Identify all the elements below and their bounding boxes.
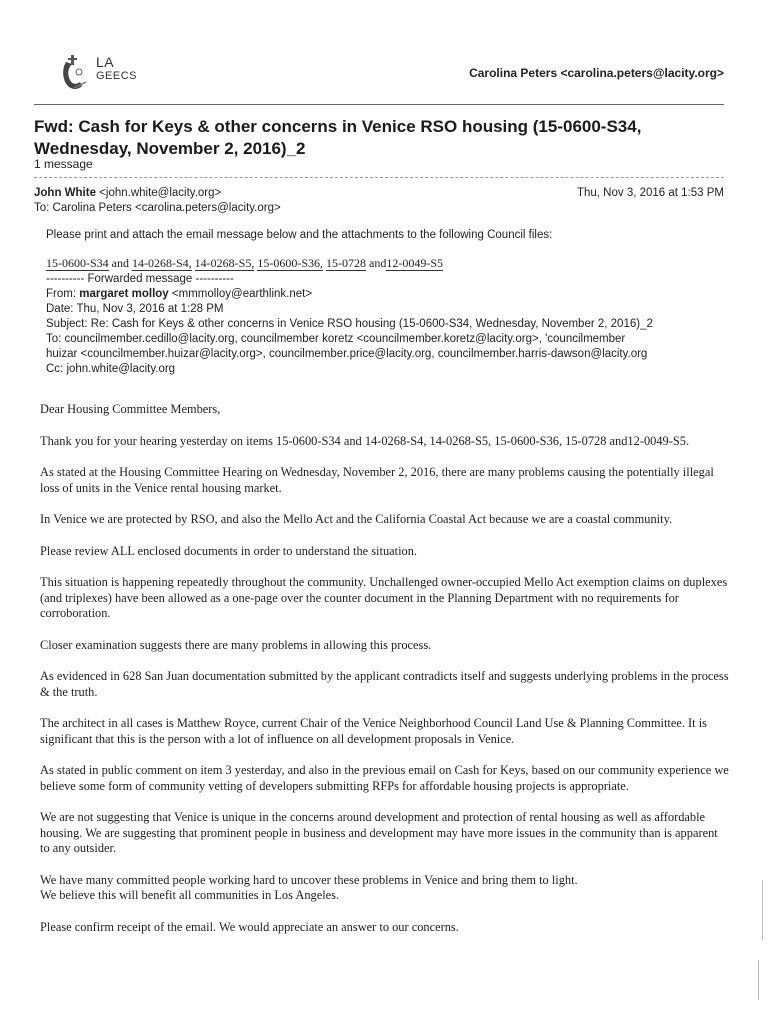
council-file-and: and xyxy=(111,256,129,270)
message-count: 1 message xyxy=(34,157,93,171)
letter-paragraph: Thank you for your hearing yesterday on items 15-0600-S34 and 14-0268-S4, 14-0268-S5, 15-0600-S36, 15-0728 and12-0049-S5. xyxy=(40,433,690,448)
forwarded-header xyxy=(46,272,726,377)
council-file: 12-0049-S5 xyxy=(386,256,444,270)
forwarded-separator: ---------- Forwarded message ---------- xyxy=(46,273,234,285)
council-file-and: and xyxy=(369,256,387,270)
recipient-line: To: Carolina Peters <carolina.peters@lacity.org> xyxy=(34,202,281,214)
letter-paragraph: This situation is happening repeatedly throughout the community. Unchallenged owner-occupied Mello Act exemption claims on duplexes (and triplexes) have been allowed as a one-page over the counter document in the Planning Department with no requirements for corroboration. xyxy=(40,575,728,620)
sender-email: <john.white@lacity.org> xyxy=(99,187,222,199)
forwarded-from-name: margaret molloy xyxy=(79,288,169,300)
letter-paragraph: As evidenced in 628 San Juan documentation submitted by the applicant contradicts itself and suggests underlying problems in the process & the truth. xyxy=(40,669,729,699)
forwarded-cc: Cc: john.white@lacity.org xyxy=(46,363,176,375)
council-file-list xyxy=(46,256,443,271)
account-identity: Carolina Peters <carolina.peters@lacity.org> xyxy=(469,66,724,80)
council-file: 15-0600-S36, xyxy=(257,256,324,270)
forwarded-to: To: councilmember.cedillo@lacity.org, councilmember koretz <councilmember.koretz@lacity.org>, 'councilmember xyxy=(46,333,626,345)
email-subject: Fwd: Cash for Keys & other concerns in Venice RSO housing (15-0600-S34, Wednesday, November 2, 2016)_2 xyxy=(34,117,642,158)
closing-line: We have many committed people working hard to uncover these problems in Venice and bring them to light. xyxy=(40,872,578,887)
lacity-logo xyxy=(60,48,150,94)
thread-divider xyxy=(34,177,724,178)
council-file: 14-0268-S5, xyxy=(194,256,255,270)
final-request: Please confirm receipt of the email. We would appreciate an answer to our concerns. xyxy=(40,919,459,934)
sent-date: Thu, Nov 3, 2016 at 1:53 PM xyxy=(576,187,724,199)
forwarded-from-email: <mmmolloy@earthlink.net> xyxy=(171,288,313,300)
letter-paragraph: We are not suggesting that Venice is unique in the concerns around development and protection of rental housing as well as affordable housing. We are suggesting that prominent people in business and development may have more issues in the community than is apparent to any outsider. xyxy=(40,810,718,855)
forwarded-from-label: From: xyxy=(46,288,77,300)
letter-body xyxy=(40,402,730,951)
logo-text-la: LA xyxy=(96,54,115,70)
letter-paragraph: Closer examination suggests there are many problems in allowing this process. xyxy=(40,637,432,652)
forwarded-subject: Subject: Re: Cash for Keys & other concerns in Venice RSO housing (15-0600-S34, Wednesday, November 2, 2016)_2 xyxy=(46,318,653,330)
scan-artifact xyxy=(758,960,759,1000)
forwarded-from xyxy=(46,287,726,302)
city-seal-icon xyxy=(60,52,88,92)
letter-paragraph: The architect in all cases is Matthew Royce, current Chair of the Venice Neighborhood Council Land Use & Planning Committee. It is significant that this is the person with a lot of influence on all development proposals in Venice. xyxy=(40,716,707,746)
forwarded-date: Date: Thu, Nov 3, 2016 at 1:28 PM xyxy=(46,303,224,315)
forwarded-to-continued: huizar <councilmember.huizar@lacity.org>, councilmember.price@lacity.org, councilmember.harris-dawson@lacity.org xyxy=(46,348,648,360)
sender-name: John White xyxy=(34,187,96,199)
scan-artifact xyxy=(762,880,763,940)
council-file: 15-0600-S34 xyxy=(46,256,109,270)
print-instruction: Please print and attach the email message below and the attachments to the following Council files: xyxy=(46,229,553,241)
council-file: 14-0268-S4, xyxy=(132,256,192,270)
header-divider xyxy=(34,104,724,105)
letter-paragraph: In Venice we are protected by RSO, and also the Mello Act and the California Coastal Act because we are a coastal community. xyxy=(40,512,673,526)
closing-line: We believe this will benefit all communities in Los Angeles. xyxy=(40,888,340,902)
salutation: Dear Housing Committee Members, xyxy=(40,402,221,416)
letter-paragraph: As stated in public comment on item 3 yesterday, and also in the previous email on Cash for Keys, based on our community experience we believe some form of community vetting of developers submitting RFPs for affordable housing projects is appropriate. xyxy=(40,763,729,793)
letter-paragraph: As stated at the Housing Committee Hearing on Wednesday, November 2, 2016, there are many problems causing the potentially illegal loss of units in the Venice rental housing market. xyxy=(40,465,714,495)
council-file: 15-0728 xyxy=(326,256,367,270)
logo-text-geecs: GEECS xyxy=(96,70,138,82)
sender-line xyxy=(34,187,221,199)
letter-paragraph: Please review ALL enclosed documents in order to understand the situation. xyxy=(40,543,418,558)
